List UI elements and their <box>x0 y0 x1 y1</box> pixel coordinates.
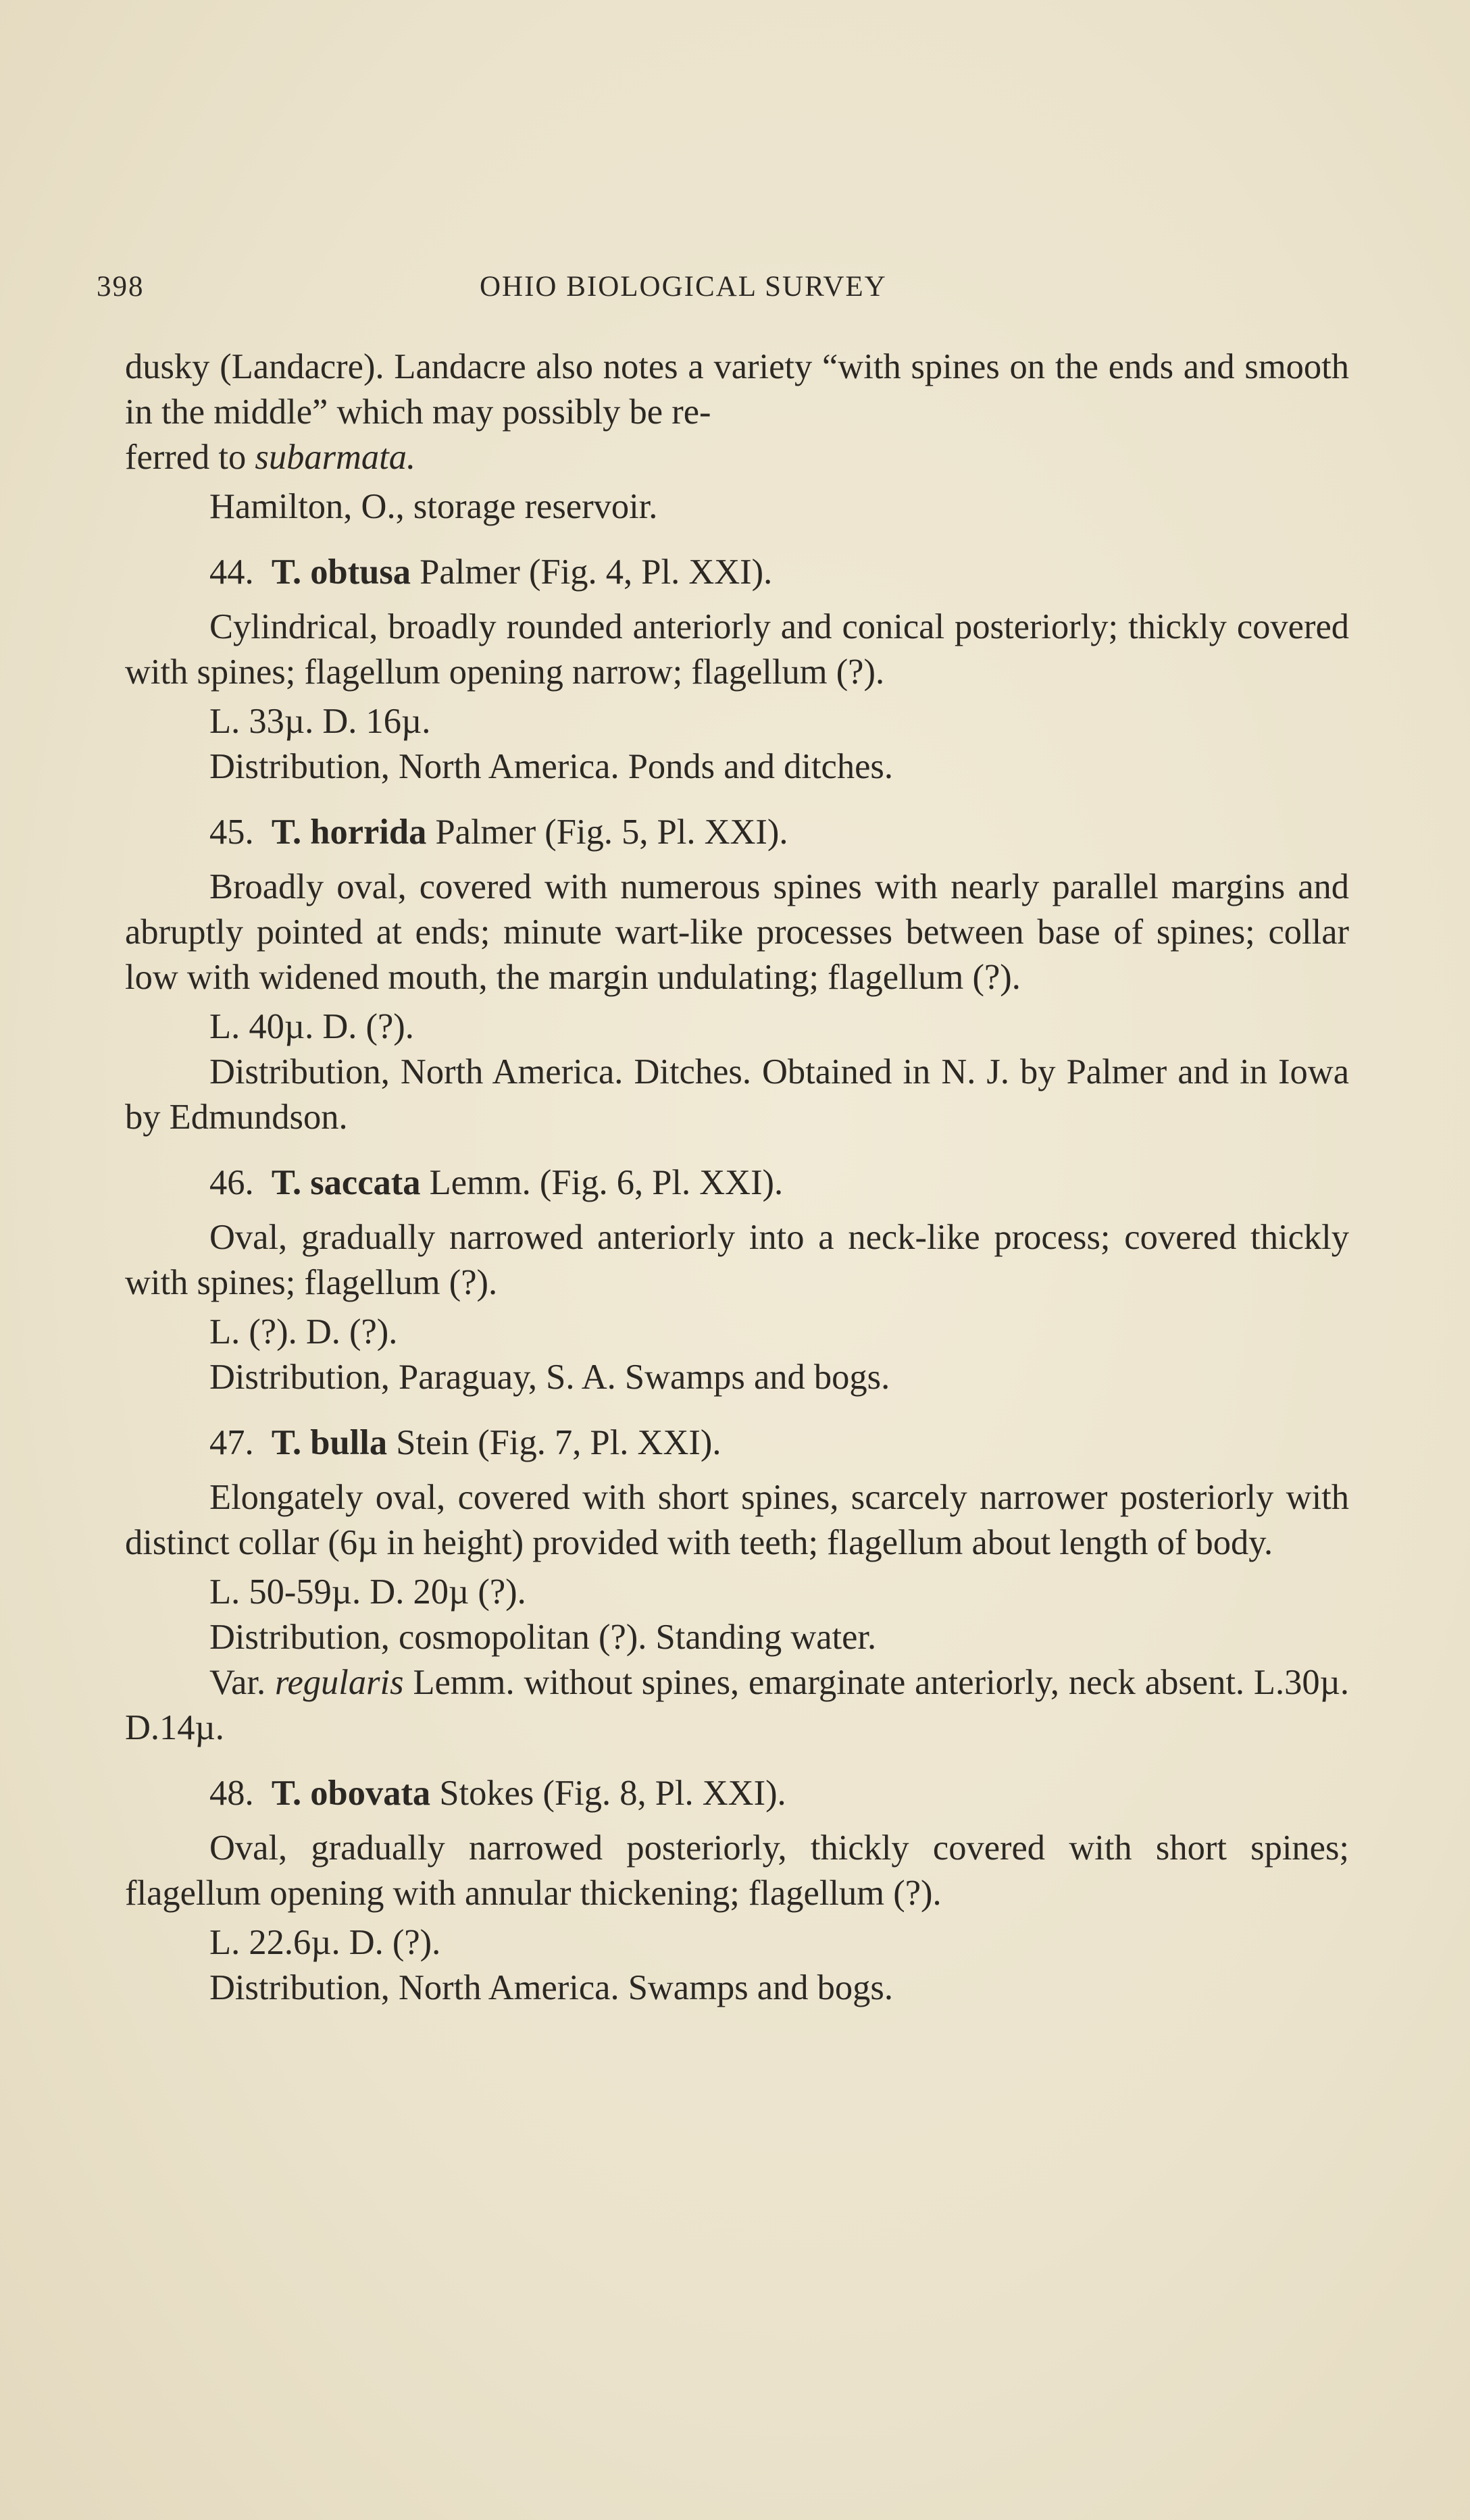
entry-distribution: Distribution, North America. Ditches. Obtained in N. J. by Palmer and in Iowa by Edmundson. <box>125 1052 1349 1137</box>
entry-number: 48. <box>209 1774 254 1813</box>
page-number: 398 <box>97 271 145 303</box>
entry-heading <box>125 550 1349 595</box>
entry-description: Elongately oval, covered with short spines, scarcely narrower posteriorly with distinct collar (6µ in height) provided with teeth; flagellum about length of body. <box>125 1478 1349 1562</box>
entry-description: Broadly oval, covered with numerous spines with nearly parallel margins and abruptly pointed at ends; minute wart-like processes between base of spines; collar low with widened mouth, the margin undulating; flagellum (?). <box>125 867 1349 997</box>
entry-taxon: T. bulla <box>271 1423 388 1462</box>
entry-authority: Palmer (Fig. 5, Pl. XXI). <box>426 813 788 852</box>
entry-number: 45. <box>209 813 254 852</box>
entry-authority: Palmer (Fig. 4, Pl. XXI). <box>411 552 773 592</box>
intro-locality: Hamilton, O., storage reservoir. <box>209 487 658 526</box>
running-title: OHIO BIOLOGICAL SURVEY <box>480 271 887 303</box>
entry-measurements: L. 33µ. D. 16µ. <box>209 702 431 741</box>
entry-description: Cylindrical, broadly rounded anteriorly and conical posteriorly; thickly covered with spines; flagellum opening narrow; flagellum (?). <box>125 607 1349 692</box>
entry-variety <box>125 1660 1349 1751</box>
intro-italic-taxon: subarmata. <box>255 438 416 477</box>
entry-distribution: Distribution, North America. Ponds and ditches. <box>209 747 893 786</box>
running-head <box>0 270 1470 311</box>
entry-measurements: L. 40µ. D. (?). <box>209 1007 414 1046</box>
entry-taxon: T. horrida <box>271 813 427 852</box>
body-text <box>125 344 1349 2011</box>
entry-distribution: Distribution, cosmopolitan (?). Standing water. <box>209 1618 877 1657</box>
variety-prefix: Var. <box>209 1663 275 1702</box>
entry-taxon: T. saccata <box>271 1163 421 1202</box>
entry-description: Oval, gradually narrowed anteriorly into a neck-like process; covered thickly with spines; flagellum (?). <box>125 1218 1349 1302</box>
entry-distribution: Distribution, Paraguay, S. A. Swamps and bogs. <box>209 1358 890 1397</box>
entry-authority: Lemm. (Fig. 6, Pl. XXI). <box>420 1163 784 1202</box>
entry-number: 46. <box>209 1163 254 1202</box>
entry-number: 47. <box>209 1423 254 1462</box>
entry-heading <box>125 1420 1349 1466</box>
intro-paragraph <box>125 344 1349 480</box>
entry-authority: Stein (Fig. 7, Pl. XXI). <box>387 1423 721 1462</box>
entry-heading <box>125 1771 1349 1816</box>
entry-number: 44. <box>209 552 254 592</box>
variety-text: Lemm. without spines, emarginate anteriorly, neck absent. L.30µ. D.14µ. <box>125 1663 1349 1747</box>
entry-measurements: L. (?). D. (?). <box>209 1312 398 1352</box>
entry-distribution: Distribution, North America. Swamps and bogs. <box>209 1968 893 2007</box>
intro-line-2: ferred to <box>125 438 255 477</box>
intro-line: dusky (Landacre). Landacre also notes a variety “with spines on the ends and smooth in the middle” which may possibly be re- <box>125 347 1349 432</box>
variety-name: regularis <box>274 1663 404 1702</box>
entry-authority: Stokes (Fig. 8, Pl. XXI). <box>430 1774 786 1813</box>
entry-heading <box>125 1160 1349 1206</box>
entry-measurements: L. 22.6µ. D. (?). <box>209 1923 441 1962</box>
entry-taxon: T. obovata <box>271 1774 431 1813</box>
entry-description: Oval, gradually narrowed posteriorly, thickly covered with short spines; flagellum opening with annular thickening; flagellum (?). <box>125 1828 1349 1913</box>
entry-heading <box>125 810 1349 855</box>
entry-measurements: L. 50-59µ. D. 20µ (?). <box>209 1572 526 1612</box>
entry-taxon: T. obtusa <box>271 552 411 592</box>
